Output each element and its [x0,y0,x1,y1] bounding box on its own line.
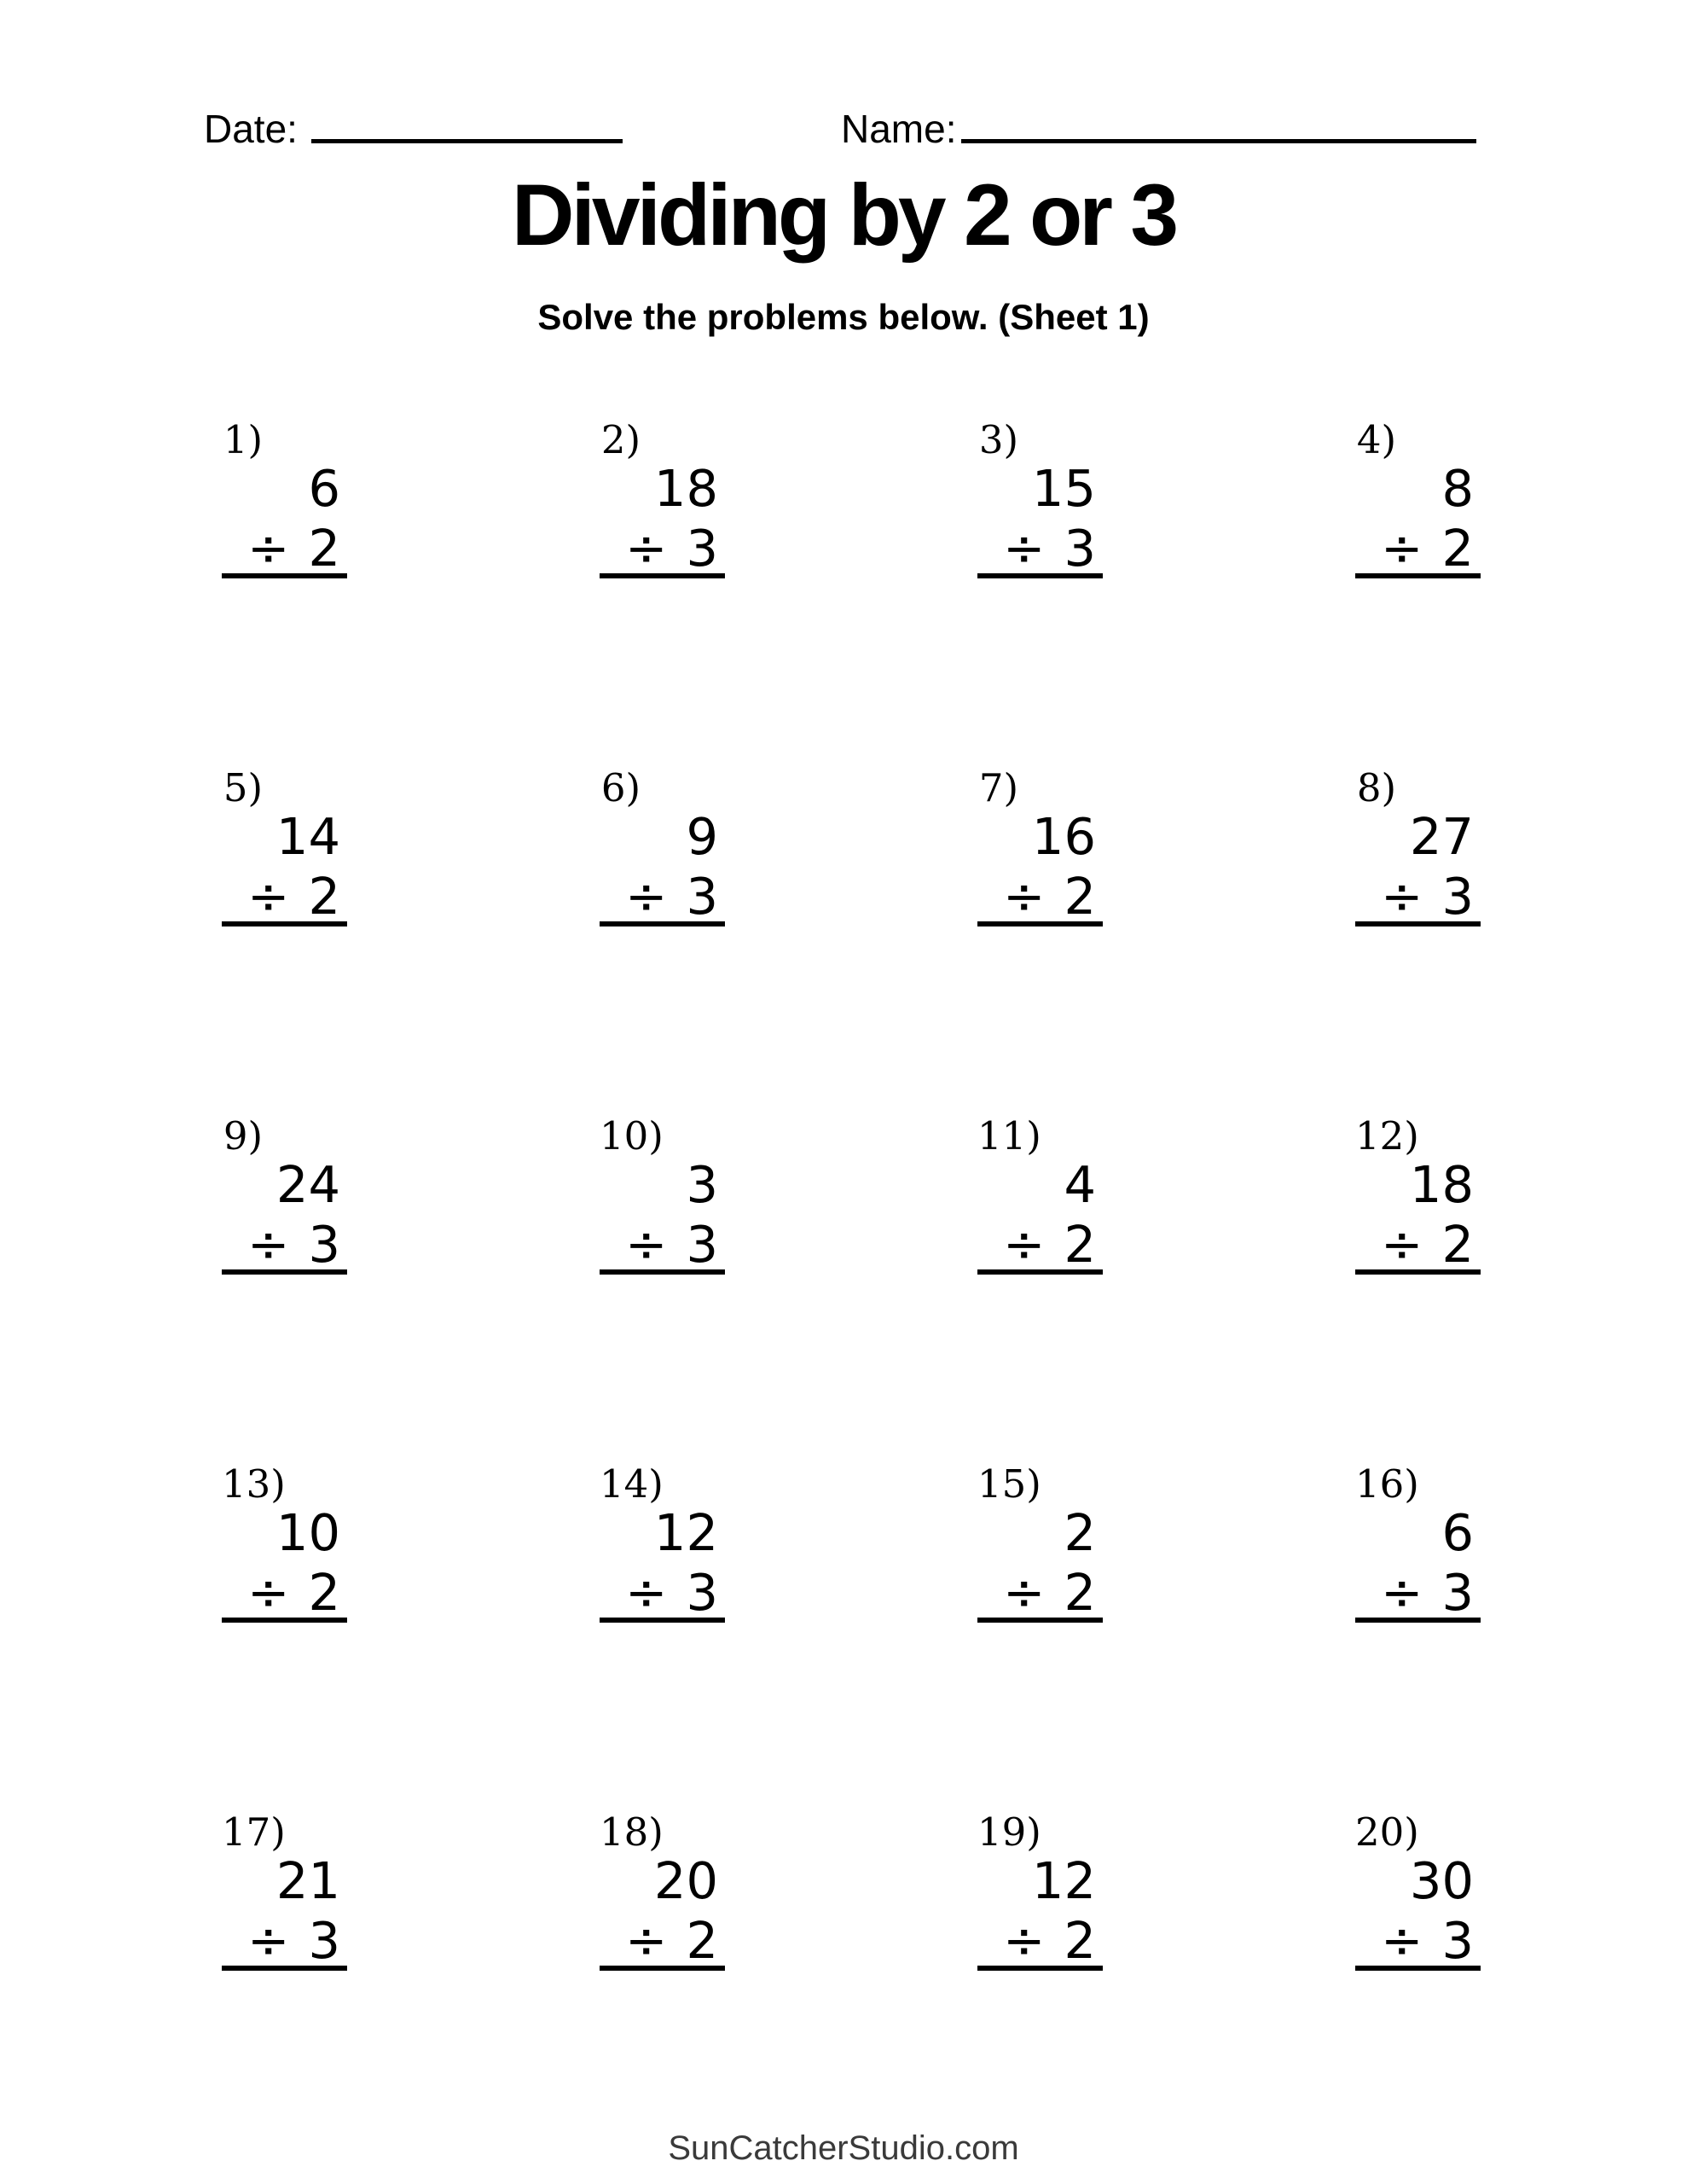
divisor: 3 [308,1215,340,1274]
divisor-row [1355,1911,1481,1971]
problem-number: 19) [977,1809,1041,1855]
division-sign: ÷ [247,1215,290,1274]
problem-number: 8) [1356,765,1396,810]
problem-number: 20) [1355,1809,1419,1855]
division-problem [977,1809,1103,2161]
division-problem [222,765,347,1117]
divisor-row [1355,519,1481,578]
division-problem [600,417,725,769]
divisor: 2 [1064,867,1096,926]
page-title: Dividing by 2 or 3 [511,166,1176,264]
name-field [841,107,1476,151]
division-problem [1355,1809,1481,2161]
dividend: 27 [1409,807,1474,866]
division-problem [977,765,1103,1117]
divisor: 2 [1064,1215,1096,1274]
dividend: 18 [1409,1155,1474,1214]
footer-site-name: SunCatcherStudio.com [668,2129,1019,2167]
problem-number: 15) [977,1461,1041,1507]
problem-number: 4) [1356,417,1396,462]
divisor: 2 [308,1563,340,1622]
divisor: 2 [1441,1215,1474,1274]
divisor: 3 [686,867,718,926]
division-problem [222,1461,347,1813]
divisor-row [222,1563,347,1623]
division-problem [600,1461,725,1813]
division-problem [977,1461,1103,1813]
dividend: 2 [1064,1503,1096,1562]
divisor: 3 [686,1215,718,1274]
division-sign: ÷ [625,1215,668,1274]
dividend: 6 [1441,1503,1474,1562]
divisor: 3 [686,519,718,578]
division-problem [222,1113,347,1465]
divisor: 2 [1441,519,1474,578]
dividend: 12 [653,1503,718,1562]
divisor: 3 [1441,1563,1474,1622]
divisor-row [977,867,1103,926]
division-problem [600,765,725,1117]
divisor-row [222,519,347,578]
dividend: 24 [275,1155,340,1214]
dividend: 10 [275,1503,340,1562]
divisor: 3 [1441,1911,1474,1970]
divisor-row [977,1911,1103,1971]
problem-number: 5) [223,765,263,810]
problems-grid [222,417,1687,2161]
problem-number: 6) [600,765,641,810]
problem-number: 18) [600,1809,664,1855]
divisor: 3 [308,1911,340,1970]
date-input-line[interactable] [311,139,623,143]
division-sign: ÷ [247,1911,290,1970]
divisor-row [1355,1563,1481,1623]
divisor-row [600,1215,725,1275]
divisor: 2 [1064,1911,1096,1970]
divisor: 3 [1064,519,1096,578]
dividend: 18 [653,459,718,518]
division-problem [600,1809,725,2161]
division-sign: ÷ [1003,1911,1046,1970]
divisor-row [1355,1215,1481,1275]
dividend: 21 [275,1851,340,1910]
division-problem [1355,417,1481,769]
division-problem [977,1113,1103,1465]
division-sign: ÷ [625,1563,668,1622]
division-sign: ÷ [1003,519,1046,578]
divisor-row [600,1563,725,1623]
divisor-row [222,1911,347,1971]
division-problem [977,417,1103,769]
problem-number: 13) [222,1461,286,1507]
dividend: 15 [1031,459,1096,518]
division-problem [1355,765,1481,1117]
division-problem [222,1809,347,2161]
problem-number: 16) [1355,1461,1419,1507]
problem-number: 10) [600,1113,664,1159]
problem-number: 7) [978,765,1018,810]
division-sign: ÷ [1381,867,1423,926]
division-problem [1355,1113,1481,1465]
divisor: 3 [686,1563,718,1622]
division-sign: ÷ [625,1911,668,1970]
divisor-row [977,1563,1103,1623]
divisor-row [222,867,347,926]
divisor: 2 [308,519,340,578]
date-field [204,107,623,151]
division-sign: ÷ [1003,867,1046,926]
divisor-row [977,1215,1103,1275]
problem-number: 1) [223,417,263,462]
division-sign: ÷ [1003,1563,1046,1622]
dividend: 20 [653,1851,718,1910]
division-sign: ÷ [247,1563,290,1622]
division-problem [222,417,347,769]
division-sign: ÷ [1381,1911,1423,1970]
problem-number: 3) [978,417,1018,462]
dividend: 9 [686,807,718,866]
division-sign: ÷ [1381,519,1423,578]
division-problem [600,1113,725,1465]
problem-number: 11) [977,1113,1041,1159]
divisor-row [600,519,725,578]
divisor: 2 [308,867,340,926]
problem-number: 17) [222,1809,286,1855]
problem-number: 9) [223,1113,263,1159]
divisor-row [977,519,1103,578]
dividend: 14 [275,807,340,866]
division-sign: ÷ [247,519,290,578]
dividend: 30 [1409,1851,1474,1910]
division-sign: ÷ [625,519,668,578]
dividend: 4 [1064,1155,1096,1214]
division-problem [1355,1461,1481,1813]
divisor: 2 [1064,1563,1096,1622]
division-sign: ÷ [1381,1563,1423,1622]
problem-number: 12) [1355,1113,1419,1159]
name-label: Name: [841,107,957,151]
problem-number: 2) [600,417,641,462]
page-subtitle: Solve the problems below. (Sheet 1) [537,297,1150,337]
dividend: 3 [686,1155,718,1214]
divisor-row [600,867,725,926]
divisor-row [1355,867,1481,926]
problem-number: 14) [600,1461,664,1507]
divisor: 3 [1441,867,1474,926]
division-sign: ÷ [1381,1215,1423,1274]
divisor-row [600,1911,725,1971]
division-sign: ÷ [1003,1215,1046,1274]
dividend: 8 [1441,459,1474,518]
divisor-row [222,1215,347,1275]
dividend: 6 [308,459,340,518]
date-label: Date: [204,107,298,151]
dividend: 16 [1031,807,1096,866]
division-sign: ÷ [625,867,668,926]
division-sign: ÷ [247,867,290,926]
dividend: 12 [1031,1851,1096,1910]
name-input-line[interactable] [961,139,1476,143]
divisor: 2 [686,1911,718,1970]
